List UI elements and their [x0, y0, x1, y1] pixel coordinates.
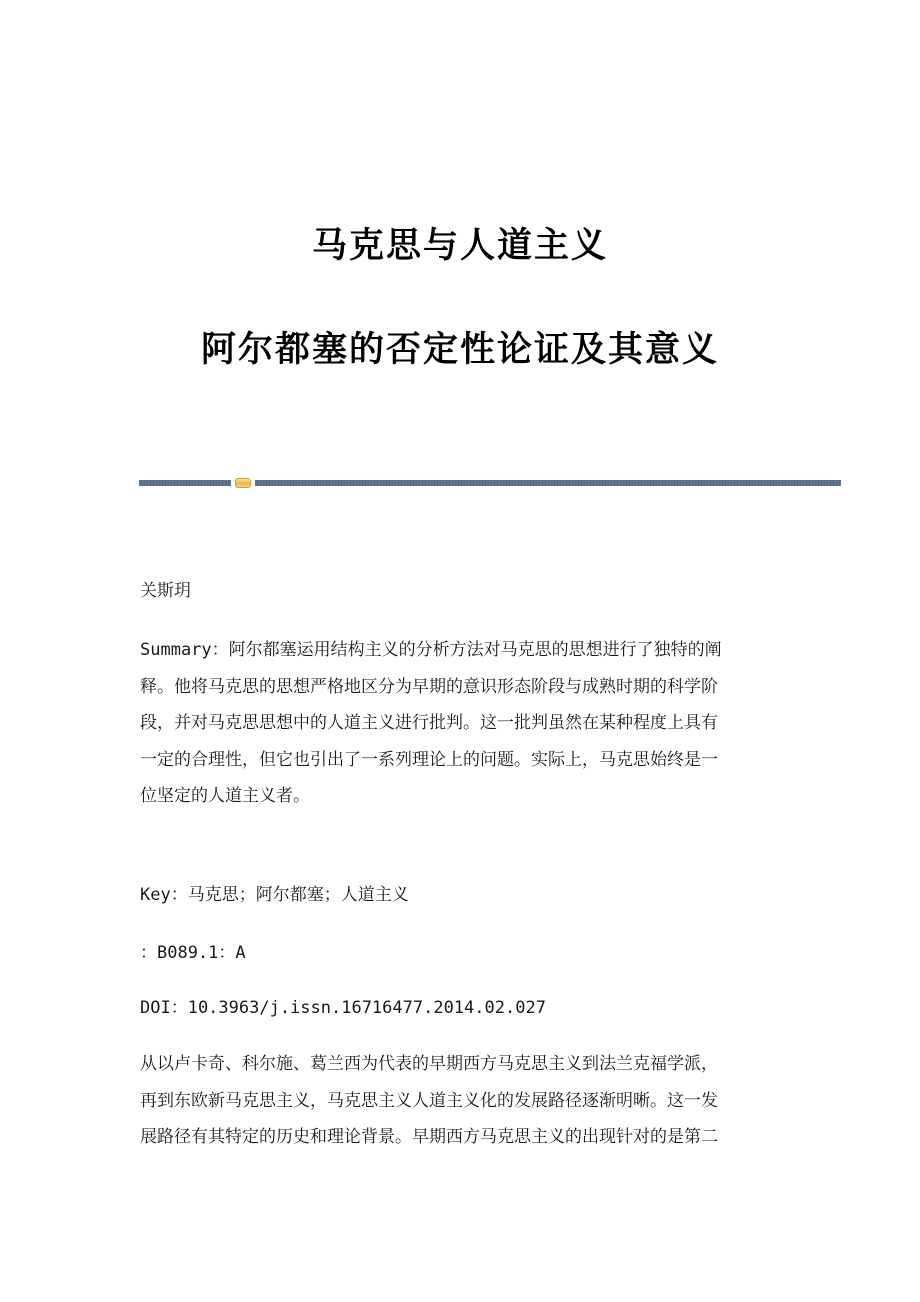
- summary-line: 一定的合理性，但它也引出了一系列理论上的问题。实际上，马克思始终是一: [140, 749, 718, 770]
- summary-line: 位坚定的人道主义者。: [140, 786, 310, 806]
- classification-code: ：B089.1：A: [140, 943, 246, 963]
- summary-line: 段，并对马克思思想中的人道主义进行批判。这一批判虽然在某种程度上具有: [140, 713, 718, 733]
- body-line: 展路径有其特定的历史和理论背景。早期西方马克思主义的出现针对的是第二: [140, 1127, 718, 1147]
- divider-bar-right: [255, 480, 841, 486]
- summary-line: Summary：阿尔都塞运用结构主义的分析方法对马克思的思想进行了独特的阐: [140, 640, 722, 660]
- keywords: Key：马克思；阿尔都塞；人道主义: [140, 885, 409, 905]
- author-name: 关斯玥: [140, 581, 191, 601]
- divider-bar-left: [139, 480, 231, 486]
- title-line-2: 阿尔都塞的否定性论证及其意义: [200, 329, 719, 370]
- doi: DOI：10.3963/j.issn.16716477.2014.02.027: [140, 998, 546, 1018]
- body-line: 再到东欧新马克思主义，马克思主义人道主义化的发展路径逐渐明晰。这一发: [140, 1090, 718, 1111]
- summary-line: 释。他将马克思的思想严格地区分为早期的意识形态阶段与成熟时期的科学阶: [140, 676, 718, 697]
- divider-ornament-icon: [235, 478, 251, 488]
- body-paragraph: [140, 1046, 780, 1156]
- title-divider: [139, 478, 841, 488]
- summary-paragraph: [140, 632, 780, 815]
- title-line-1: 马克思与人道主义: [311, 225, 608, 266]
- body-line: 从以卢卡奇、科尔施、葛兰西为代表的早期西方马克思主义到法兰克福学派，: [140, 1054, 718, 1074]
